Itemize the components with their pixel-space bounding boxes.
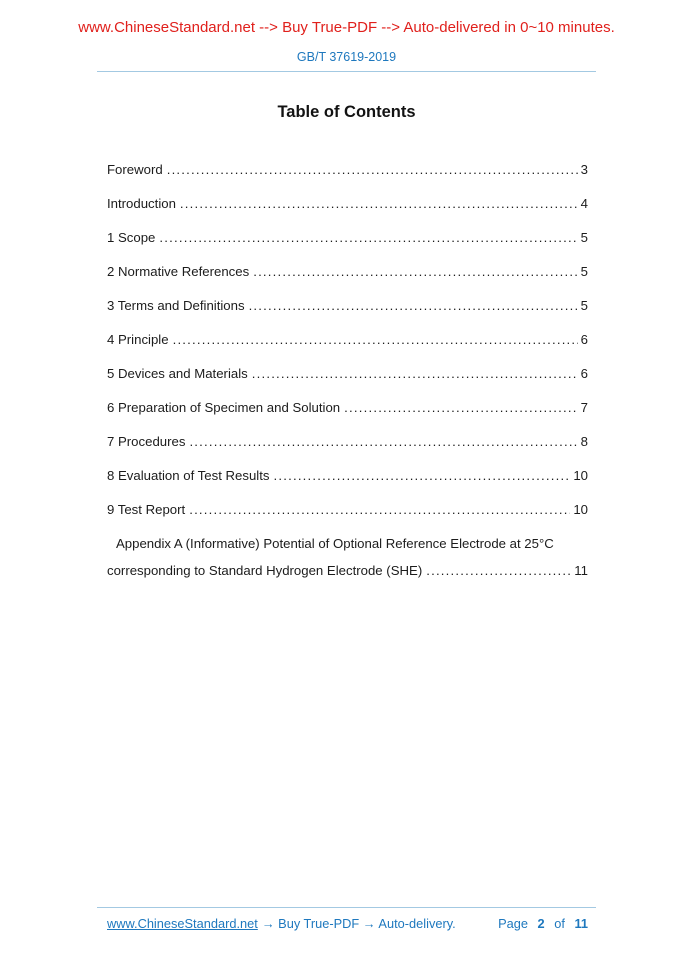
toc-entry-page: 6 — [580, 366, 588, 381]
toc-entry — [107, 333, 588, 346]
page-footer — [107, 916, 588, 932]
toc-entry — [107, 265, 588, 278]
toc-entry-page: 10 — [573, 502, 588, 517]
footer-divider — [97, 907, 596, 908]
toc-entry — [107, 231, 588, 244]
toc-leader-dots — [249, 299, 578, 312]
toc-entry — [107, 197, 588, 210]
toc-entry — [107, 435, 588, 448]
page-current: 2 — [537, 916, 545, 931]
toc-leader-dots — [167, 163, 578, 176]
toc-entry-label: 7 Procedures — [107, 434, 186, 449]
page-total: 11 — [574, 916, 588, 931]
toc-leader-dots — [159, 231, 577, 244]
of-label: of — [554, 916, 565, 931]
page-label: Page — [498, 916, 528, 931]
toc-leader-dots — [189, 435, 577, 448]
toc-entry-label: Foreword — [107, 162, 163, 177]
footer-promo — [107, 916, 456, 932]
toc-entry — [107, 367, 588, 380]
toc-entry-label: 9 Test Report — [107, 502, 186, 517]
header-divider — [97, 71, 596, 72]
promo-banner: www.ChineseStandard.net --> Buy True-PDF --> Auto-delivered in 0~10 minutes. — [78, 19, 615, 36]
toc-entry-label: corresponding to Standard Hydrogen Electrode (SHE) — [107, 563, 423, 578]
toc-entry-page: 5 — [580, 298, 588, 313]
toc-entry-page: 4 — [580, 196, 588, 211]
toc-entry-label: 6 Preparation of Specimen and Solution — [107, 400, 341, 415]
toc-leader-dots — [253, 265, 577, 278]
toc-appendix-line2 — [107, 564, 588, 577]
toc-entry — [107, 401, 588, 414]
standard-code: GB/T 37619-2019 — [296, 50, 397, 64]
toc-entry-page: 10 — [573, 468, 588, 483]
toc-leader-dots — [189, 503, 570, 516]
toc-entry-page: 8 — [580, 434, 588, 449]
toc-entry-page: 5 — [580, 264, 588, 279]
toc-entry-appendix — [107, 537, 588, 577]
toc-entry-page: 7 — [580, 400, 588, 415]
toc-entry-label: 4 Principle — [107, 332, 169, 347]
footer-page-indicator — [498, 916, 588, 932]
footer-link[interactable]: www.ChineseStandard.net — [107, 916, 258, 931]
footer-tail-text: → Buy True-PDF → Auto-delivery. — [261, 916, 456, 931]
toc-entry — [107, 163, 588, 176]
toc-entry-label: 2 Normative References — [107, 264, 250, 279]
toc-entry-page: 5 — [580, 230, 588, 245]
toc-appendix-line1: Appendix A (Informative) Potential of Optional Reference Electrode at 25°C — [116, 536, 554, 551]
toc-entry — [107, 299, 588, 312]
toc-entry — [107, 469, 588, 482]
toc-leader-dots — [274, 469, 571, 482]
toc-entry — [107, 503, 588, 516]
toc-leader-dots — [180, 197, 578, 210]
toc-entry-label: 3 Terms and Definitions — [107, 298, 245, 313]
toc-leader-dots — [173, 333, 578, 346]
toc-entry-label: 5 Devices and Materials — [107, 366, 248, 381]
toc-entry-page: 3 — [580, 162, 588, 177]
toc-leader-dots — [344, 401, 578, 414]
toc-entry-label: 8 Evaluation of Test Results — [107, 468, 270, 483]
toc-leader-dots — [426, 564, 571, 577]
toc-entry-page: 6 — [580, 332, 588, 347]
page-title: Table of Contents — [277, 103, 416, 121]
toc-entry-label: 1 Scope — [107, 230, 156, 245]
toc-leader-dots — [252, 367, 578, 380]
toc-entry-label: Introduction — [107, 196, 176, 211]
toc-entry-page: 11 — [574, 563, 588, 578]
table-of-contents — [107, 163, 588, 577]
